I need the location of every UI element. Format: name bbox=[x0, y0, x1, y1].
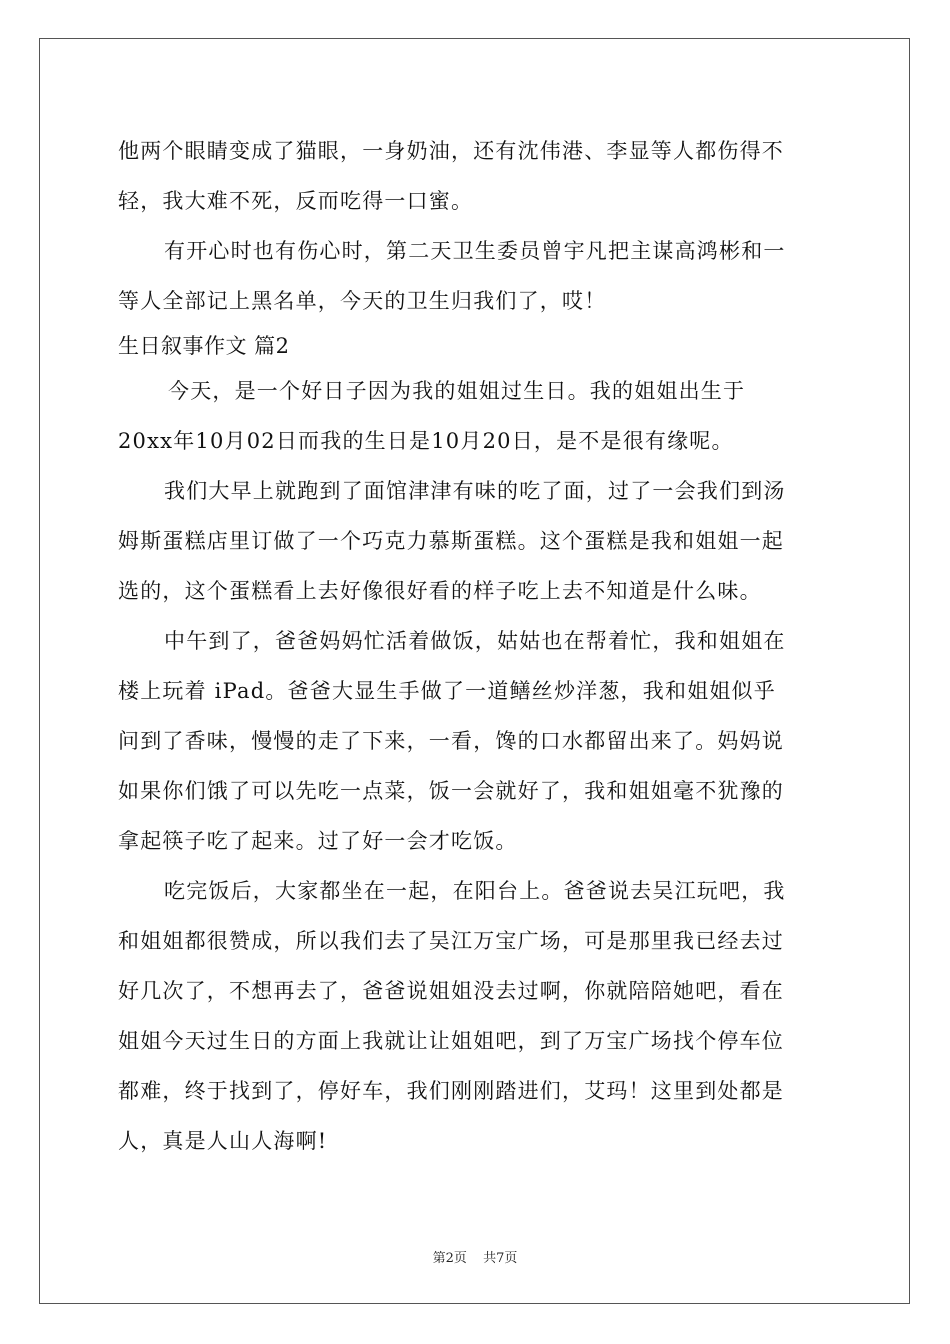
text-line: 选的，这个蛋糕看上去好像很好看的样子吃上去不知道是什么味。 bbox=[118, 579, 762, 603]
text-line: 楼上玩着 iPad。爸爸大显生手做了一道鳝丝炒洋葱，我和姐姐似乎 bbox=[118, 679, 776, 703]
text-line: 都难，终于找到了，停好车，我们刚刚踏进们，艾玛！这里到处都是 bbox=[118, 1079, 784, 1103]
text-line: 拿起筷子吃了起来。过了好一会才吃饭。 bbox=[118, 829, 518, 853]
text-line: 等人全部记上黑名单，今天的卫生归我们了，哎！ bbox=[118, 289, 607, 313]
section-heading: 生日叙事作文 篇2 bbox=[118, 334, 290, 358]
text-line: 我们大早上就跑到了面馆津津有味的吃了面，过了一会我们到汤 bbox=[164, 479, 786, 503]
text-line: 姐姐今天过生日的方面上我就让让姐姐吧，到了万宝广场找个停车位 bbox=[118, 1029, 784, 1053]
page-total: 共7页 bbox=[483, 1251, 518, 1266]
text-line: 有开心时也有伤心时，第二天卫生委员曾宇凡把主谋高鸿彬和一 bbox=[164, 239, 786, 263]
text-line: 轻，我大难不死，反而吃得一口蜜。 bbox=[118, 189, 474, 213]
text-line: 人，真是人山人海啊! bbox=[118, 1129, 328, 1153]
document-body bbox=[118, 126, 834, 1166]
text-line: 好几次了，不想再去了，爸爸说姐姐没去过啊，你就陪陪她吧，看在 bbox=[118, 979, 784, 1003]
text-line: 中午到了，爸爸妈妈忙活着做饭，姑姑也在帮着忙，我和姐姐在 bbox=[164, 629, 786, 653]
text-line: 20xx年10月02日而我的生日是10月20日，是不是很有缘呢。 bbox=[118, 429, 734, 453]
text-line: 吃完饭后，大家都坐在一起，在阳台上。爸爸说去吴江玩吧，我 bbox=[164, 879, 786, 903]
text-line: 姆斯蛋糕店里订做了一个巧克力慕斯蛋糕。这个蛋糕是我和姐姐一起 bbox=[118, 529, 784, 553]
text-line: 他两个眼睛变成了猫眼，一身奶油，还有沈伟港、李显等人都伤得不 bbox=[118, 139, 784, 163]
page-number: 第2页 bbox=[432, 1251, 467, 1266]
text-line: 问到了香味，慢慢的走了下来，一看，馋的口水都留出来了。妈妈说 bbox=[118, 729, 784, 753]
page-footer bbox=[0, 1247, 950, 1266]
text-line: 和姐姐都很赞成，所以我们去了吴江万宝广场，可是那里我已经去过 bbox=[118, 929, 784, 953]
text-line: 今天，是一个好日子因为我的姐姐过生日。我的姐姐出生于 bbox=[168, 379, 746, 403]
text-line: 如果你们饿了可以先吃一点菜，饭一会就好了，我和姐姐毫不犹豫的 bbox=[118, 779, 784, 803]
